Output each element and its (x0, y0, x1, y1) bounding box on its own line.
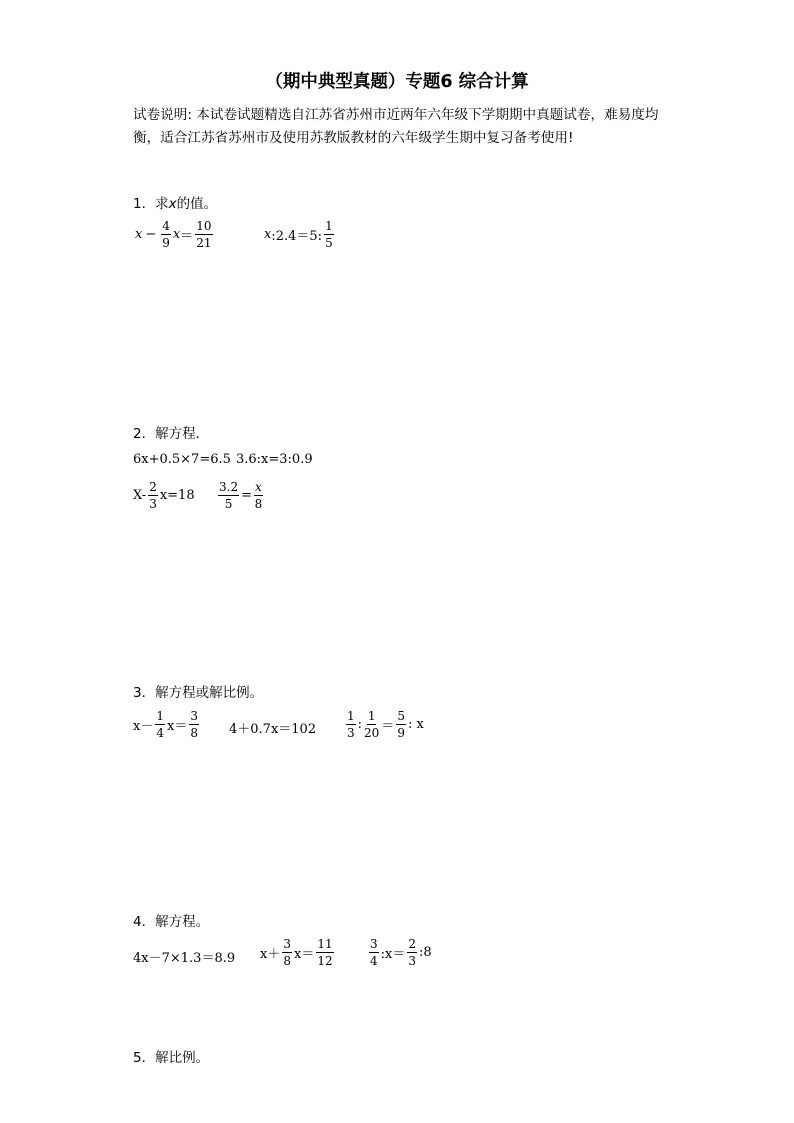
question-4-equation-3 (367, 938, 432, 967)
question-4-equation-1: 4x－7×1.3＝8.9 (133, 951, 236, 966)
fraction: $\frac{x}{8}$ (254, 480, 263, 511)
ratio-text: :2.4＝5: (271, 229, 323, 244)
fraction: $\frac{10}{21}$ (196, 219, 212, 250)
question-2-equation-2: 3.6:x=3:0.9 (236, 452, 313, 467)
question-2-heading: 2．解方程． (133, 426, 210, 442)
question-4-equation-2 (260, 938, 336, 967)
equation-text: :x＝ (380, 947, 406, 962)
fraction: $\frac{1}{3}$ (347, 709, 355, 740)
question-1-heading-post: 的值。 (176, 196, 218, 212)
equation-text: x＝ (166, 719, 188, 734)
fraction: $\frac{3}{8}$ (283, 937, 291, 968)
question-3-equation-2: 4＋0.7x＝102 (229, 722, 317, 737)
fraction: $\frac{3}{4}$ (370, 937, 378, 968)
question-2-equation-4 (216, 481, 265, 510)
operator: = (241, 488, 252, 503)
equation-text: x－ (133, 719, 154, 734)
question-3-equation-3 (344, 710, 424, 739)
question-4-heading: 4．解方程。 (133, 914, 210, 930)
fraction: $\frac{1}{5}$ (325, 219, 333, 250)
fraction: $\frac{11}{12}$ (317, 937, 333, 968)
document-title: （期中典型真题）专题6 综合计算 (265, 72, 529, 92)
equation-text: x=18 (159, 488, 195, 503)
variable: x (135, 227, 143, 242)
question-1-heading-var: x (168, 196, 177, 212)
fraction: $\frac{1}{20}$ (364, 709, 380, 740)
question-3-equation-1 (133, 710, 201, 739)
operator: ＝ (180, 229, 194, 244)
variable: x (172, 227, 181, 242)
question-2-equation-3 (133, 481, 195, 510)
equation-text: X- (133, 488, 147, 503)
equation-text: x＋ (260, 947, 281, 962)
question-5-heading: 5．解比例。 (133, 1050, 210, 1066)
fraction: $\frac{3.2}{5}$ (219, 480, 239, 511)
fraction: $\frac{2}{3}$ (408, 937, 416, 968)
operator: : (357, 717, 363, 732)
operator: − (145, 227, 157, 242)
question-1-heading-pre: 1．求 (133, 196, 169, 212)
fraction: $\frac{5}{9}$ (397, 709, 405, 740)
equation-text: : x (407, 717, 424, 732)
question-2-equation-1: 6x+0.5×7=6.5 (133, 452, 231, 467)
question-3-heading: 3．解方程或解比例。 (133, 685, 264, 701)
fraction: $\frac{3}{8}$ (190, 709, 198, 740)
fraction: $\frac{4}{9}$ (162, 219, 170, 250)
operator: ＝ (381, 719, 395, 734)
test-description: 试卷说明: 本试卷试题精选自江苏省苏州市近两年六年级下学期期中真题试卷，难易度均衡，适合江苏省苏州市及使用苏教版教材的六年级学生期中复习备考使用! (133, 107, 659, 146)
question-1-equation-2 (264, 220, 336, 249)
question-1-heading (133, 192, 217, 212)
question-1-equation-1 (135, 220, 215, 249)
equation-text: :8 (419, 945, 432, 960)
variable: x (264, 227, 272, 242)
equation-text: x＝ (293, 947, 315, 962)
fraction: $\frac{2}{3}$ (149, 480, 157, 511)
fraction: $\frac{1}{4}$ (156, 709, 164, 740)
